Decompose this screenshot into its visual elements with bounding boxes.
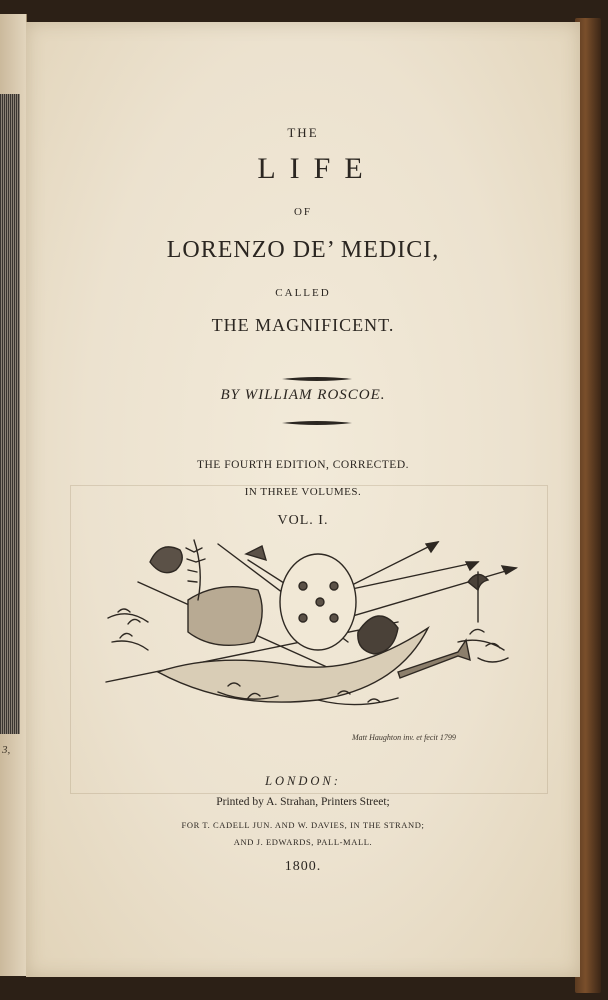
title-subject: LORENZO DE’ MEDICI, [166,237,440,263]
imprint-city: LONDON: [265,774,341,788]
imprint-printer: Printed by A. Strahan, Printers Street; [216,796,390,808]
title-of: OF [293,206,313,218]
author-line: BY WILLIAM ROSCOE. [220,387,386,403]
trophy-of-arms-engraving [98,522,528,732]
volumes-line: IN THREE VOLUMES. [244,486,362,498]
title-epithet: THE MAGNIFICENT. [211,315,395,335]
imprint-booksellers-line1: FOR T. CADELL JUN. AND W. DAVIES, IN THE STRAND; [181,820,425,830]
facing-page [0,14,27,976]
engraver-credit: Matt Haughton inv. et fecit 1799 [352,733,456,742]
title-the: THE [287,125,319,140]
title-called: CALLED [275,287,331,299]
ornamental-rule-top [26,375,580,383]
volume-number: VOL. I. [277,513,329,528]
imprint-booksellers-line2: AND J. EDWARDS, PALL-MALL. [233,837,373,847]
imprint-year: 1800. [284,859,322,874]
ornamental-rule-bottom [26,419,580,427]
title-life: LIFE [257,152,377,185]
edition-line: THE FOURTH EDITION, CORRECTED. [196,459,410,471]
frontispiece-plate-edge [0,94,20,734]
facing-caption: 3, [2,744,11,756]
title-page [26,22,580,977]
